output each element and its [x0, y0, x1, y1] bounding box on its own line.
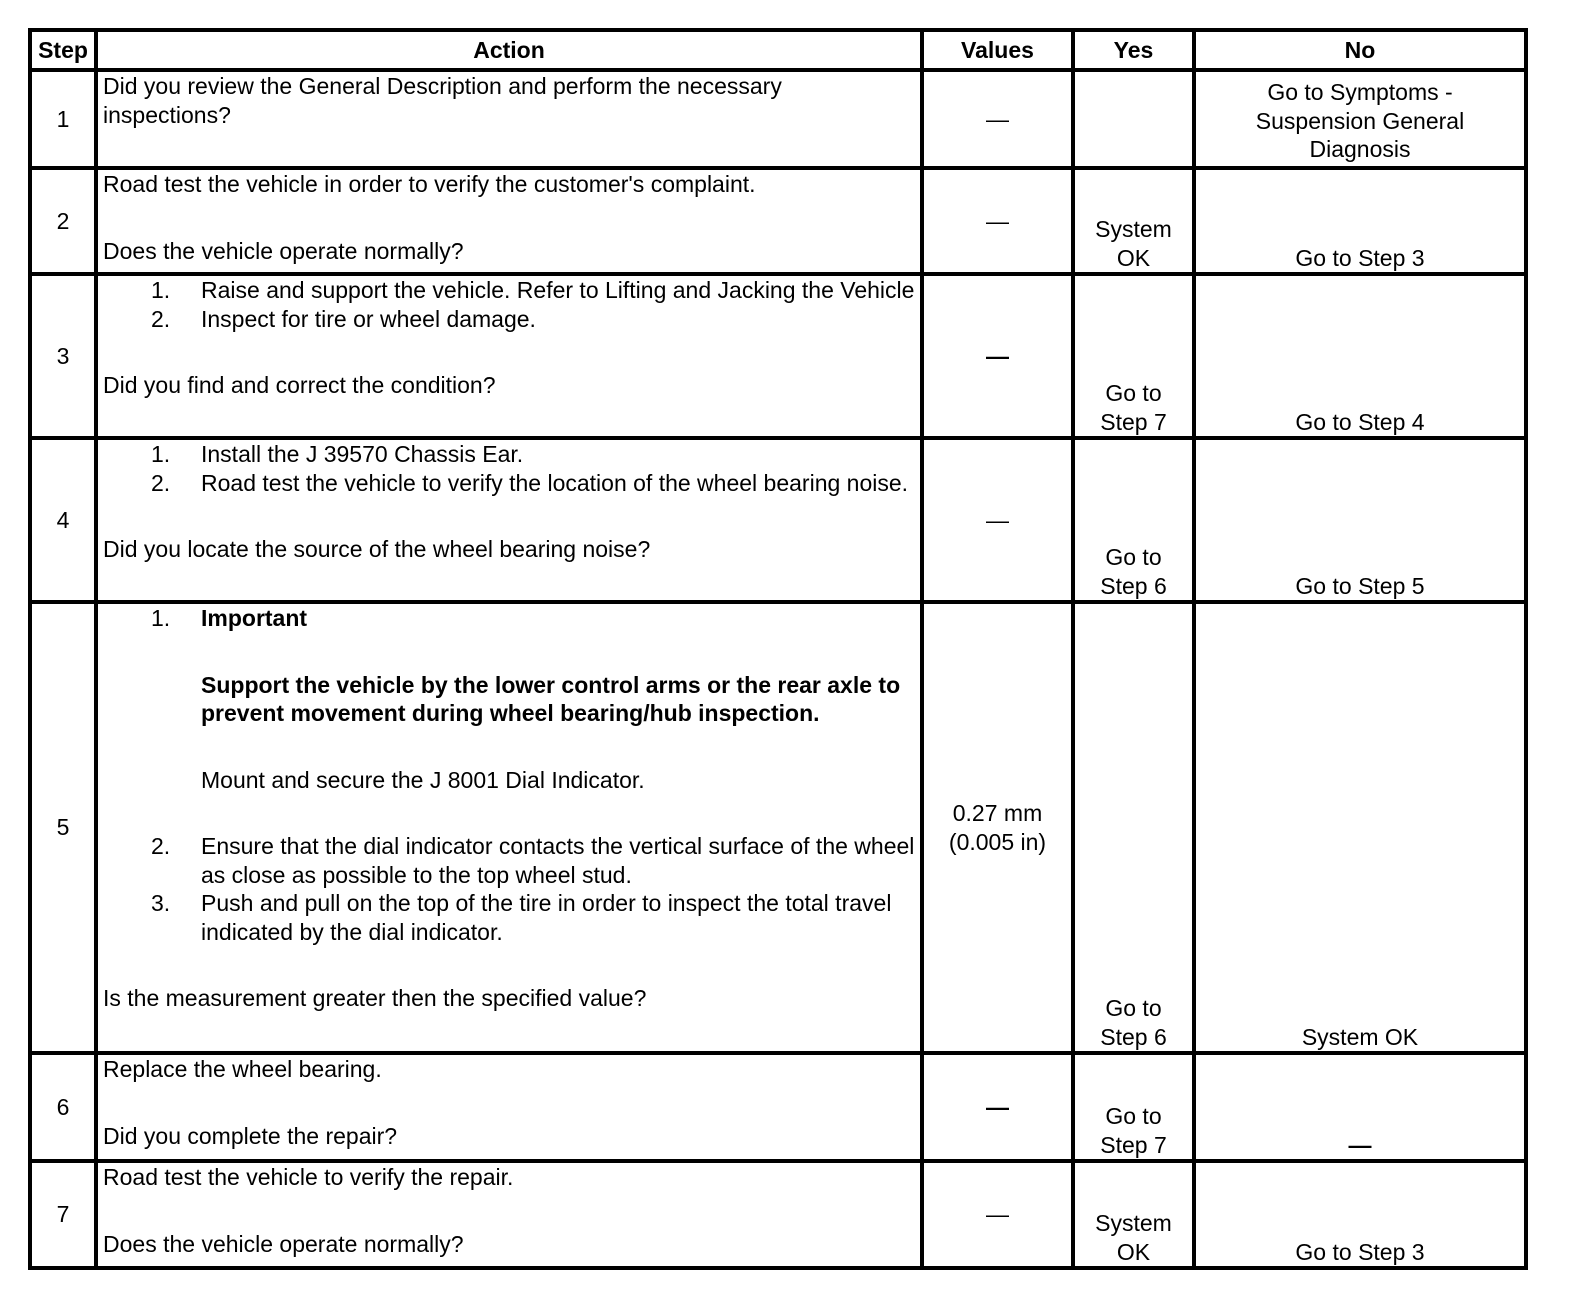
- action-question: Does the vehicle operate normally?: [103, 237, 464, 264]
- value-dash: —: [986, 1093, 1009, 1120]
- no-link[interactable]: Go to Step 3: [1295, 1238, 1425, 1265]
- action-step: [103, 305, 915, 334]
- action-steps: [103, 276, 915, 333]
- values-cell: [922, 168, 1073, 274]
- yes-link[interactable]: Go to Step 6: [1100, 995, 1167, 1050]
- value-dash: —: [986, 342, 1009, 369]
- action-step: [103, 440, 915, 469]
- yes-cell: [1073, 1053, 1194, 1161]
- value-mm: 0.27 mm: [952, 800, 1043, 826]
- step-number: 4: [30, 438, 96, 602]
- value-dash: —: [986, 207, 1009, 234]
- step-item-text: Mount and secure the J 8001 Dial Indicator.: [201, 766, 645, 793]
- yes-cell: [1073, 1161, 1194, 1268]
- no-link[interactable]: Go to Step 5: [1295, 572, 1425, 599]
- no-cell: [1194, 602, 1526, 1053]
- step-item-number: 3.: [151, 890, 171, 916]
- yes-cell: [1073, 70, 1194, 168]
- action-question: Did you complete the repair?: [103, 1122, 398, 1149]
- step-item-number: 2.: [151, 469, 171, 496]
- yes-link[interactable]: System OK: [1095, 216, 1172, 271]
- action-cell: [96, 1161, 922, 1268]
- step-item-number: 2.: [151, 305, 171, 332]
- values-cell: [922, 1161, 1073, 1268]
- step-item-number: 1.: [151, 277, 171, 303]
- step-number: 5: [30, 602, 96, 1053]
- value-dash: —: [986, 105, 1009, 132]
- values-cell: [922, 274, 1073, 438]
- step-item-text: Install the J 39570 Chassis Ear.: [201, 441, 524, 467]
- action-cell: [96, 438, 922, 602]
- value-dash: —: [986, 506, 1009, 533]
- header-yes: Yes: [1073, 30, 1194, 70]
- action-step: [103, 276, 915, 305]
- step-number: 7: [30, 1161, 96, 1268]
- step-item-text: Ensure that the dial indicator contacts the vertical surface of the wheel as close as possible to the top wheel stud.: [201, 833, 915, 888]
- yes-link[interactable]: Go to Step 7: [1100, 380, 1167, 435]
- yes-cell: [1073, 168, 1194, 274]
- no-cell: [1194, 274, 1526, 438]
- values-cell: [922, 602, 1073, 1053]
- header-values: Values: [922, 30, 1073, 70]
- step-number: 3: [30, 274, 96, 438]
- no-link[interactable]: System OK: [1301, 1023, 1419, 1050]
- header-step: Step: [30, 30, 96, 70]
- no-cell: [1194, 438, 1526, 602]
- step-item-text: Raise and support the vehicle. Refer to Lifting and Jacking the Vehicle: [201, 277, 915, 303]
- action-question: Did you locate the source of the wheel bearing noise?: [103, 536, 651, 562]
- yes-cell: [1073, 274, 1194, 438]
- no-cell: [1194, 70, 1526, 168]
- yes-link[interactable]: Go to Step 6: [1100, 544, 1167, 599]
- values-cell: [922, 438, 1073, 602]
- yes-cell: [1073, 602, 1194, 1053]
- step-number: 6: [30, 1053, 96, 1161]
- table-row: [30, 274, 1526, 438]
- action-question: Does the vehicle operate normally?: [103, 1230, 464, 1257]
- yes-link[interactable]: Go to Step 7: [1100, 1103, 1167, 1158]
- header-row: [30, 30, 1526, 70]
- value-dash: —: [986, 1201, 1009, 1228]
- yes-link[interactable]: System OK: [1095, 1210, 1172, 1265]
- table-row: [30, 438, 1526, 602]
- action-question: Is the measurement greater then the specified value?: [103, 985, 647, 1011]
- step-item-number: 1.: [151, 605, 171, 631]
- yes-cell: [1073, 438, 1194, 602]
- step-item-number: 1.: [151, 441, 171, 467]
- table-row: [30, 168, 1526, 274]
- no-cell: [1194, 1053, 1526, 1161]
- action-text: Replace the wheel bearing.: [103, 1056, 382, 1082]
- important-label: Important: [201, 605, 308, 631]
- action-cell: [96, 274, 922, 438]
- no-link[interactable]: Go to Step 3: [1295, 244, 1425, 271]
- no-link[interactable]: Go to Symptoms - Suspension General Diagnosis: [1255, 79, 1465, 162]
- no-dash: —: [1348, 1131, 1372, 1158]
- no-cell: [1194, 168, 1526, 274]
- header-action: Action: [96, 30, 922, 70]
- table-row: [30, 1161, 1526, 1268]
- action-text: Road test the vehicle in order to verify the customer's complaint.: [103, 171, 756, 197]
- step-item-text: Inspect for tire or wheel damage.: [201, 305, 536, 332]
- step-number: 2: [30, 168, 96, 274]
- diagnostic-table: [28, 28, 1528, 1270]
- action-text: Did you review the General Description and perform the necessary inspections?: [103, 73, 782, 128]
- action-text: Road test the vehicle to verify the repair.: [103, 1164, 514, 1190]
- action-cell: [96, 168, 922, 274]
- values-cell: [922, 1053, 1073, 1161]
- header-no: No: [1194, 30, 1526, 70]
- values-cell: [922, 70, 1073, 168]
- no-cell: [1194, 1161, 1526, 1268]
- table-row: [30, 602, 1526, 1053]
- action-cell: [96, 70, 922, 168]
- action-question: Did you find and correct the condition?: [103, 372, 496, 398]
- action-step: [103, 889, 915, 946]
- action-steps: [103, 604, 915, 946]
- table-row: [30, 70, 1526, 168]
- action-steps: [103, 440, 915, 497]
- step-item-text: Push and pull on the top of the tire in order to inspect the total travel indicated by the dial indicator.: [201, 890, 892, 945]
- action-step: [103, 832, 915, 889]
- table-row: [30, 1053, 1526, 1161]
- important-warning: Support the vehicle by the lower control arms or the rear axle to prevent movement during wheel bearing/hub inspection.: [201, 671, 901, 726]
- action-cell: [96, 602, 922, 1053]
- step-item-text: Road test the vehicle to verify the location of the wheel bearing noise.: [201, 469, 909, 496]
- value-in: (0.005 in): [948, 828, 1047, 855]
- step-number: 1: [30, 70, 96, 168]
- action-cell: [96, 1053, 922, 1161]
- action-step: [103, 604, 915, 832]
- action-step: [103, 469, 915, 498]
- step-item-number: 2.: [151, 833, 171, 859]
- no-link[interactable]: Go to Step 4: [1295, 408, 1425, 435]
